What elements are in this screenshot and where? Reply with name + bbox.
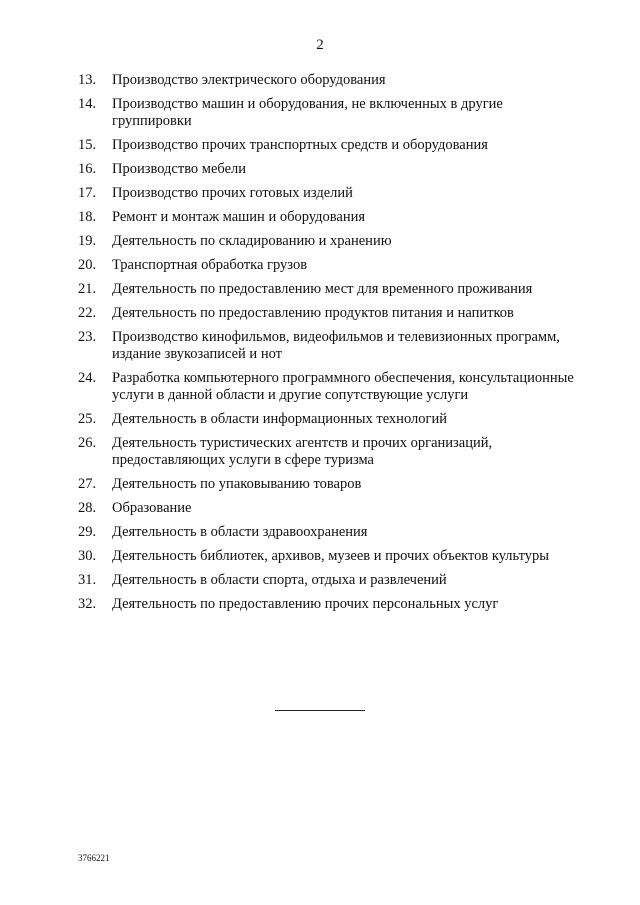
item-number: 20. — [78, 257, 97, 273]
list-item — [78, 548, 578, 565]
item-text: Производство мебели — [112, 161, 247, 177]
list-item — [78, 305, 578, 322]
list-item — [78, 72, 578, 89]
item-number: 23. — [78, 329, 97, 345]
item-text: Производство прочих транспортных средств и оборудования — [112, 137, 488, 153]
list-item — [78, 524, 578, 541]
item-text: Деятельность туристических агентств и прочих организаций, предоставляющих услуги в сфере туризма — [112, 435, 493, 468]
list-item — [78, 137, 578, 154]
item-text: Ремонт и монтаж машин и оборудования — [112, 209, 366, 225]
item-text: Деятельность по предоставлению мест для временного проживания — [112, 281, 533, 297]
item-number: 19. — [78, 233, 97, 249]
item-text: Деятельность по предоставлению прочих персональных услуг — [112, 596, 499, 612]
item-text: Деятельность библиотек, архивов, музеев и прочих объектов культуры — [112, 548, 549, 564]
item-number: 15. — [78, 137, 97, 153]
list-item — [78, 329, 578, 363]
item-text: Деятельность по предоставлению продуктов питания и напитков — [112, 305, 514, 321]
item-text: Деятельность в области здравоохранения — [112, 524, 368, 540]
list-item — [78, 161, 578, 178]
list-item — [78, 257, 578, 274]
item-number: 29. — [78, 524, 97, 540]
item-number: 24. — [78, 370, 97, 386]
item-text: Производство машин и оборудования, не включенных в другие группировки — [112, 96, 503, 129]
item-number: 26. — [78, 435, 97, 451]
list-item — [78, 572, 578, 589]
list-item — [78, 500, 578, 517]
item-number: 31. — [78, 572, 97, 588]
item-text: Производство электрического оборудования — [112, 72, 386, 88]
item-number: 17. — [78, 185, 97, 201]
item-number: 28. — [78, 500, 97, 516]
item-number: 30. — [78, 548, 97, 564]
page-number: 2 — [316, 37, 324, 53]
list-item — [78, 233, 578, 250]
divider-line — [275, 710, 365, 711]
item-text: Транспортная обработка грузов — [112, 257, 308, 273]
item-text: Деятельность в области информационных технологий — [112, 411, 447, 427]
item-text: Производство кинофильмов, видеофильмов и телевизионных программ, издание звукозаписей и нот — [112, 329, 560, 362]
item-number: 14. — [78, 96, 97, 112]
list-item — [78, 596, 578, 613]
item-number: 18. — [78, 209, 97, 225]
document-code: 3766221 — [78, 853, 110, 863]
list-item — [78, 476, 578, 493]
activity-list — [78, 72, 578, 620]
item-number: 25. — [78, 411, 97, 427]
list-item — [78, 96, 578, 130]
item-number: 32. — [78, 596, 97, 612]
item-text: Деятельность в области спорта, отдыха и развлечений — [112, 572, 447, 588]
list-item — [78, 185, 578, 202]
item-number: 13. — [78, 72, 97, 88]
item-number: 21. — [78, 281, 97, 297]
item-text: Разработка компьютерного программного обеспечения, консультационные услуги в данной области и другие сопутствующие услуги — [112, 370, 574, 403]
item-text: Образование — [112, 500, 192, 516]
item-number: 27. — [78, 476, 97, 492]
list-item — [78, 411, 578, 428]
list-item — [78, 435, 578, 469]
item-text: Производство прочих готовых изделий — [112, 185, 353, 201]
list-item — [78, 370, 578, 404]
item-text: Деятельность по складированию и хранению — [112, 233, 392, 249]
item-number: 16. — [78, 161, 97, 177]
item-number: 22. — [78, 305, 97, 321]
list-item — [78, 281, 578, 298]
item-text: Деятельность по упаковыванию товаров — [112, 476, 362, 492]
list-item — [78, 209, 578, 226]
